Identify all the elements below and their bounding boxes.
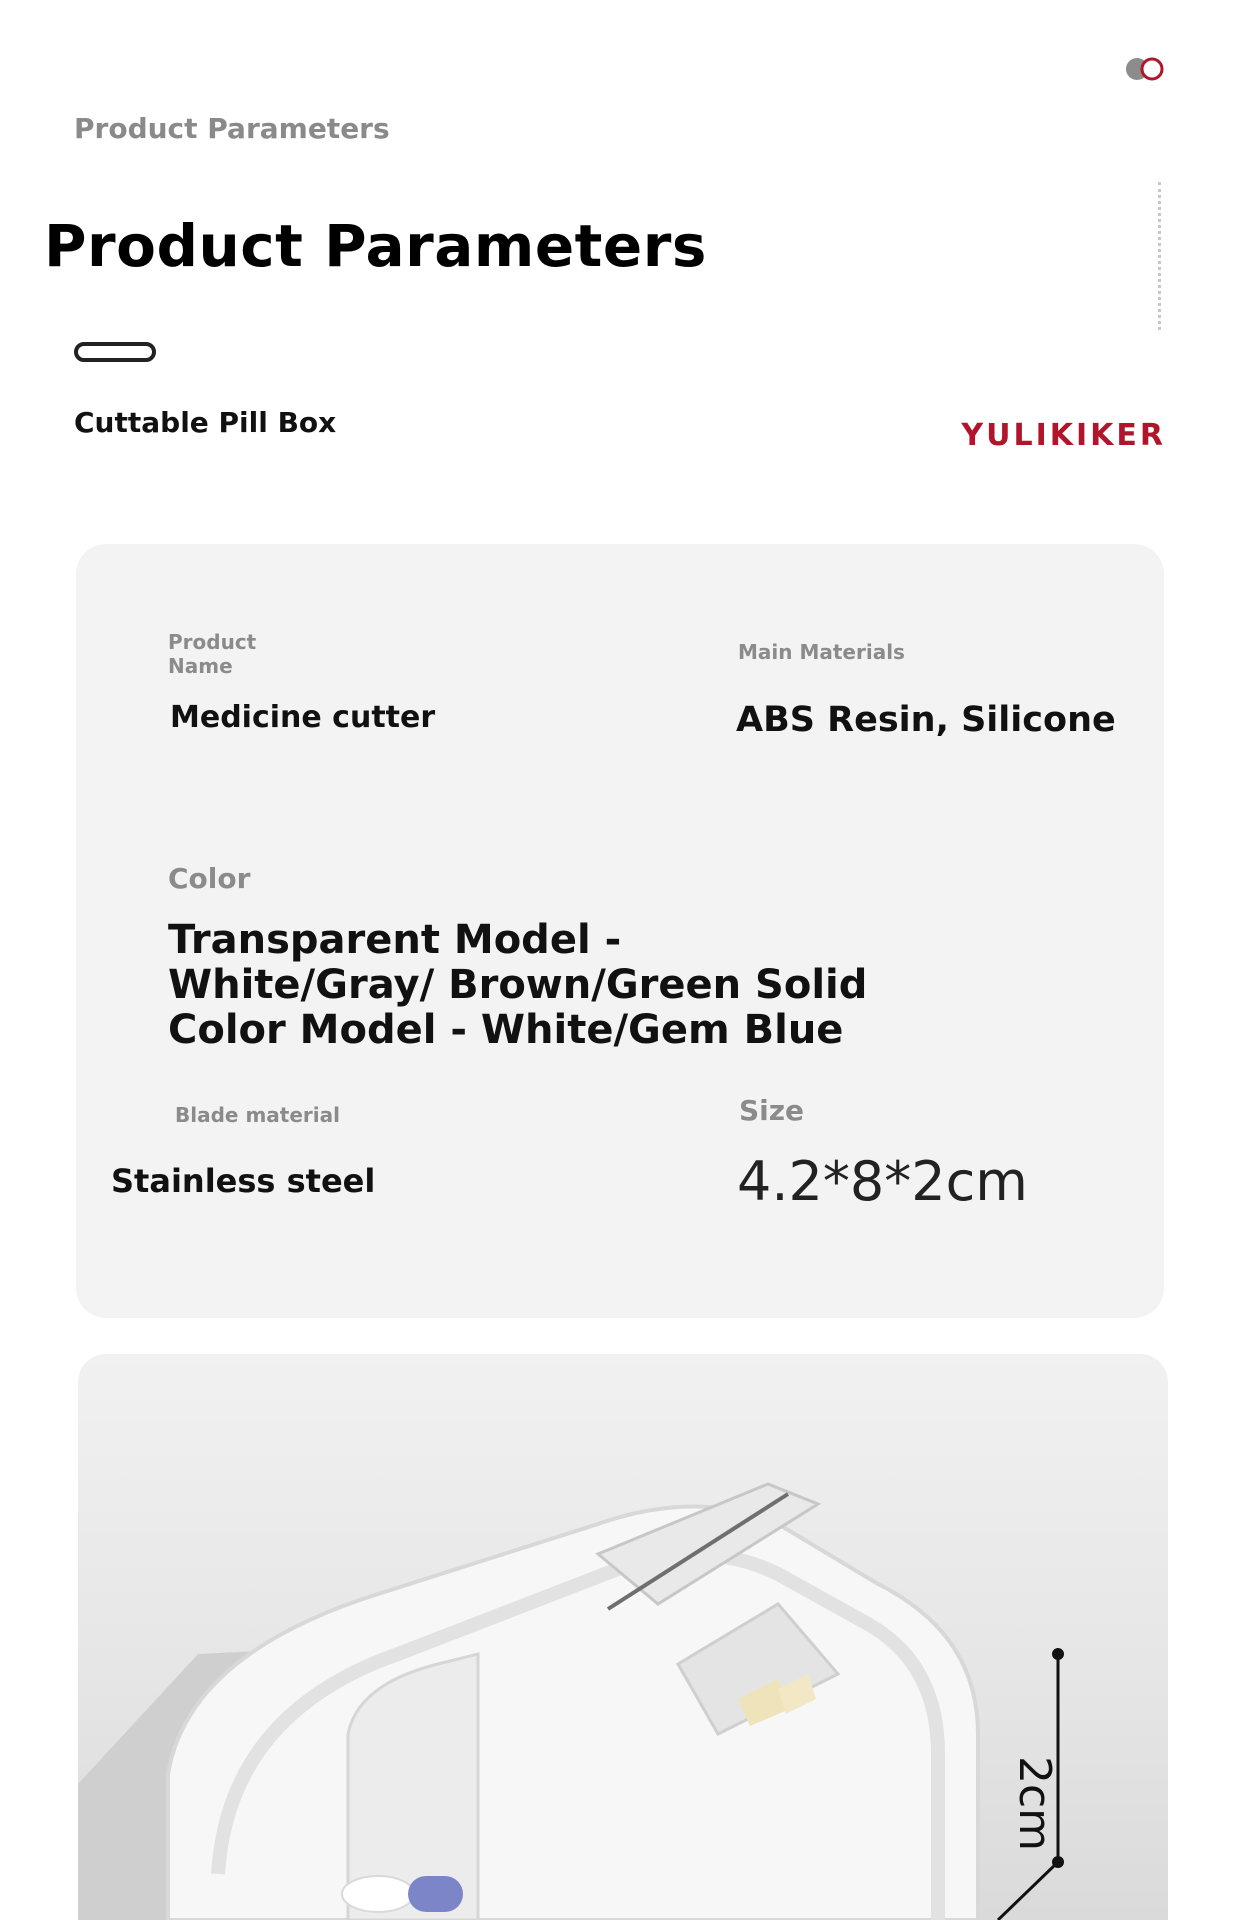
color-value: Transparent Model - White/Gray/ Brown/Green Solid Color Model - White/Gem Blue — [168, 917, 868, 1053]
main-materials-value: ABS Resin, Silicone — [736, 700, 1116, 740]
product-photo — [78, 1354, 1168, 1920]
product-name-label: Product Name — [168, 630, 257, 678]
toggle-icon — [1124, 56, 1166, 82]
dotted-divider — [1158, 182, 1161, 330]
size-label: Size — [739, 1094, 805, 1127]
product-name-value: Medicine cutter — [170, 700, 436, 735]
size-value: 4.2*8*2cm — [737, 1150, 1028, 1213]
blade-material-label: Blade material — [175, 1103, 340, 1127]
product-subtitle: Cuttable Pill Box — [74, 406, 337, 439]
pill-box-illustration — [78, 1354, 1168, 1920]
main-materials-label: Main Materials — [738, 640, 905, 664]
brand-logo: YULIKIKER — [961, 418, 1166, 453]
color-label: Color — [168, 862, 251, 895]
top-subtitle: Product Parameters — [74, 112, 390, 145]
pill-shape-icon — [74, 342, 156, 362]
blade-material-value: Stainless steel — [111, 1162, 376, 1200]
height-dimension-label: 2cm — [1009, 1756, 1060, 1852]
page-title: Product Parameters — [44, 212, 707, 280]
